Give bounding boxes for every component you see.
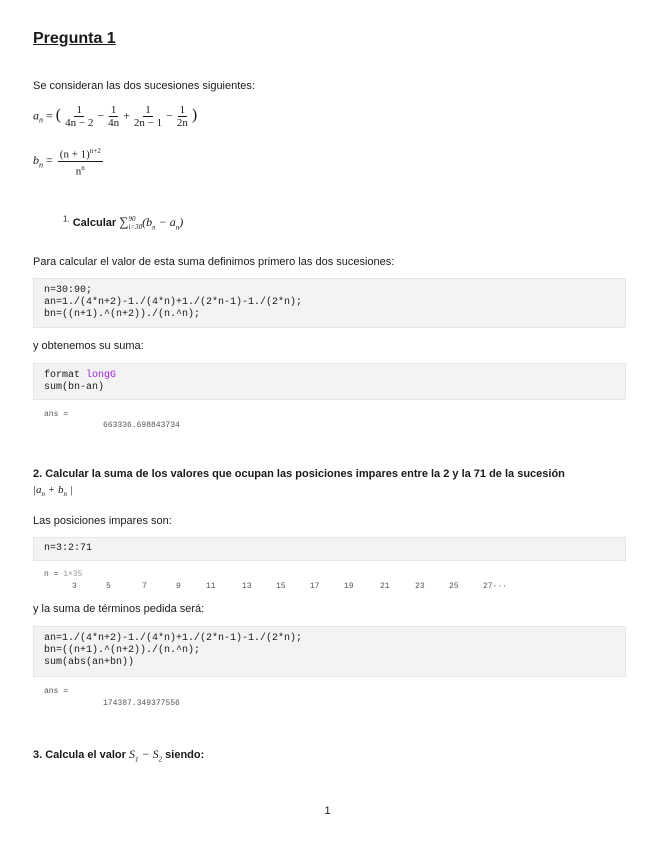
- paragraph-4: y la suma de términos pedida será:: [33, 603, 205, 615]
- question-1: $^{1.}$ Calcular ∑ 90 i=30 $(b_n - a_n)$: [63, 214, 184, 232]
- output-1-value: 663336.698843734: [103, 421, 180, 430]
- output-3-value: 174387.349377556: [103, 699, 180, 708]
- code-block-3: n=3:2:71: [33, 537, 626, 561]
- output-1-label: ans =: [44, 410, 69, 419]
- intro-text: Se consideran las dos sucesiones siguientes:: [33, 80, 255, 92]
- page-title: Pregunta 1: [33, 30, 116, 47]
- code-block-4: an=1./(4*n+2)-1./(4*n)+1./(2*n-1)-1./(2*n); bn=((n+1).^(n+2))./(n.^n); sum(abs(an+bn)): [33, 626, 626, 677]
- output-3-label: ans =: [44, 687, 69, 696]
- code-block-1: n=30:90; an=1./(4*n+2)-1./(4*n)+1./(2*n-1)-1./(2*n); bn=((n+1).^(n+2))./(n.^n);: [33, 278, 626, 328]
- formula-a: $a_n$ = ( $\frac{1}{4n - 2}$ − $\frac{1}{4n}$ + $\frac{1}{2n - 1}$ − $\frac{1}{2n}$ ): [33, 104, 198, 129]
- page-number: 1: [324, 805, 331, 817]
- question-2-expression: $|a_n + b_n$ |: [33, 484, 73, 499]
- question-2: 2. Calcular la suma de los valores que ocupan las posiciones impares entre la 2 y la 71 de la sucesión: [33, 468, 565, 480]
- code-block-2: format longG sum(bn-an): [33, 363, 626, 400]
- output-2-label: n = 1×35: [44, 570, 83, 579]
- formula-b: $b_n$ = $\frac{(n + 1)^{n+2}}{n^n}$: [33, 147, 101, 178]
- paragraph-3: Las posiciones impares son:: [33, 515, 172, 527]
- paragraph-1: Para calcular el valor de esta suma definimos primero las dos sucesiones:: [33, 256, 395, 268]
- question-3: 3. Calcula el valor $S_1 - S_2$ siendo:: [33, 747, 205, 764]
- paragraph-2: y obtenemos su suma:: [33, 340, 144, 352]
